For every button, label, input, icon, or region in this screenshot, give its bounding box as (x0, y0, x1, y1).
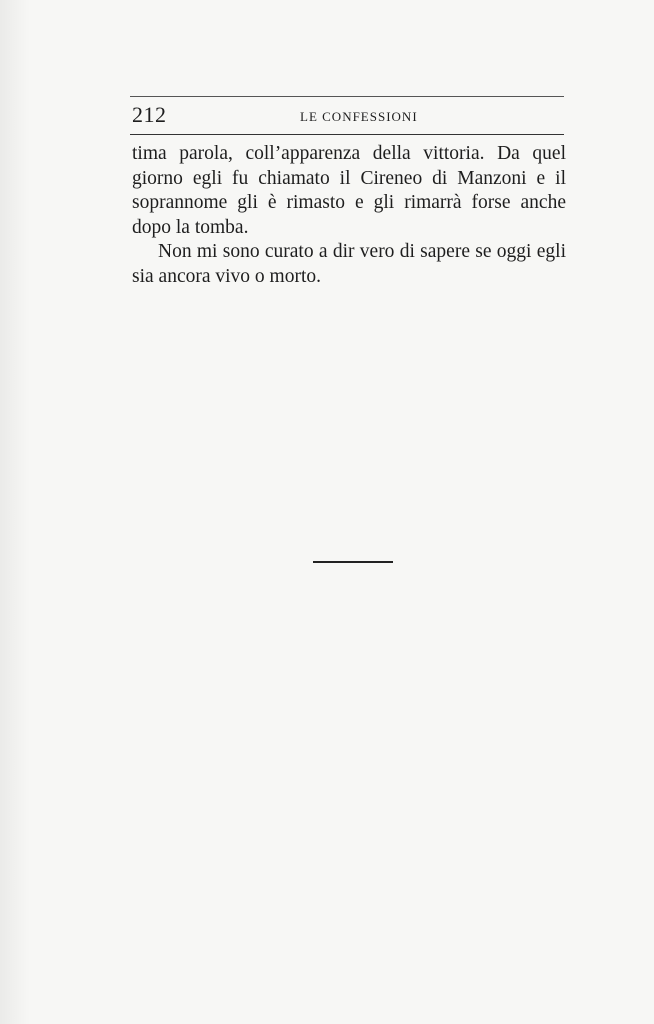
header-rule (130, 134, 564, 135)
paragraph: tima parola, coll’apparenza della vittoria. Da quel giorno egli fu chiamato il Cireneo di Manzoni e il soprannome gli è rimasto e gli rimarrà forse anche dopo la tomba. (132, 143, 566, 238)
top-rule (130, 96, 564, 97)
page-edge-shading (0, 0, 30, 1024)
chapter-end-rule (313, 561, 393, 563)
paragraph: Non mi sono curato a dir vero di sapere se oggi egli sia ancora vivo o morto. (132, 241, 566, 287)
body-text (132, 142, 566, 289)
page-number: 212 (132, 102, 167, 127)
running-head: LE CONFESSIONI (300, 109, 418, 124)
